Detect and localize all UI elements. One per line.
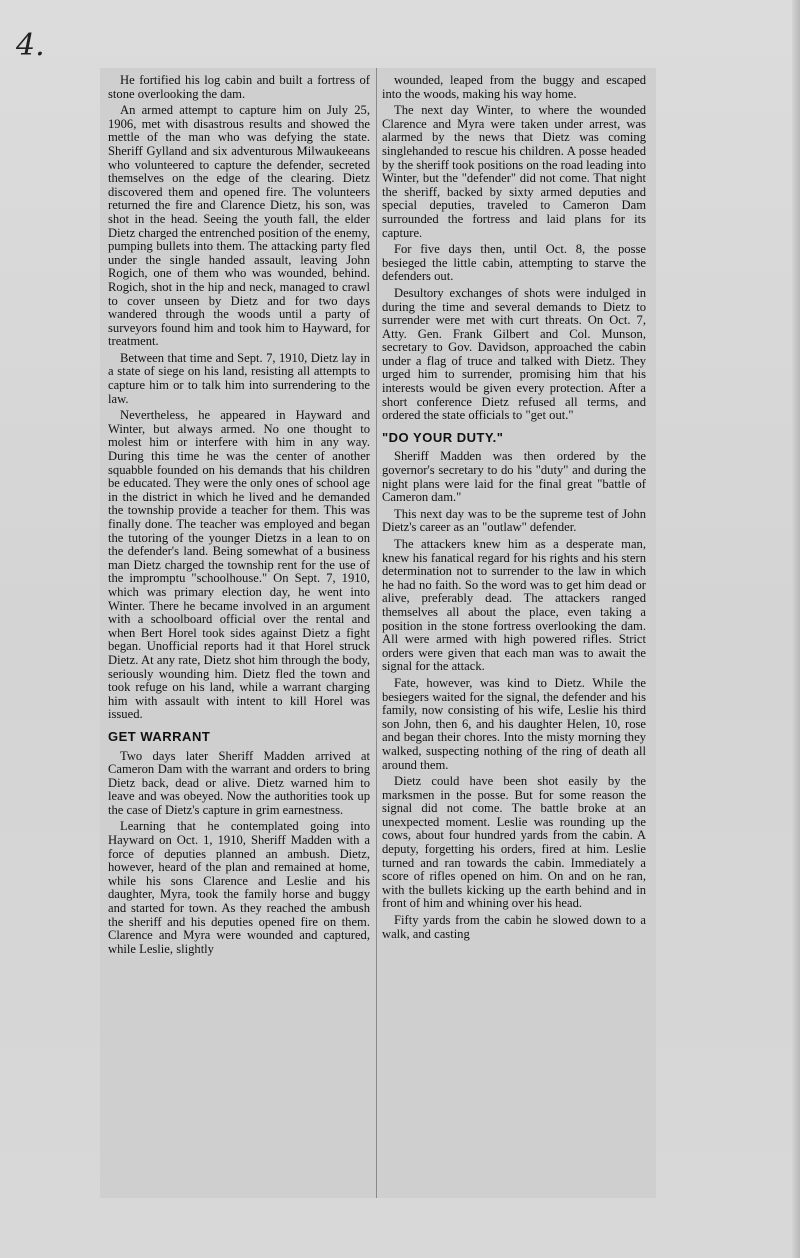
right-column — [382, 74, 646, 944]
paragraph: Two days later Sheriff Madden arrived at Cameron Dam with the warrant and orders to bring Dietz back, dead or alive. Dietz warned him to leave and was obeyed. Now the authorities took up the case of Dietz's capture in grim earnestness. — [108, 748, 370, 817]
page-edge-shadow — [792, 0, 800, 1258]
paragraph: Fifty yards from the cabin he slowed down to a walk, and casting — [382, 913, 646, 941]
paragraph: wounded, leaped from the buggy and escaped into the woods, making his way home. — [382, 73, 646, 101]
paragraph: The attackers knew him as a desperate man, knew his fanatical regard for his rights and his stern determination not to surrender to the law in which he had no faith. So the word was to get him dead or alive, preferably dead. The attackers ranged themselves all about the place, even taking a position in the stone fortress overlooking the dam. All were armed with high powered rifles. Strict orders were given that each man was to await the signal for the attack. — [382, 537, 646, 674]
paragraph: This next day was to be the supreme test of John Dietz's career as an "outlaw" defender. — [382, 506, 646, 535]
paragraph: Nevertheless, he appeared in Hayward and Winter, but always armed. No one thought to molest him or interfere with him in any way. During this time he was the center of another squabble founded on his demands that his children be educated. They were the only ones of school age in the district in which he lived and he demanded the township provide a teacher for them. This was finally done. The teacher was employed and began the tutoring of the younger Dietzs in a lean to on the defender's land. Being somewhat of a business man Dietz charged the township rent for the use of the impromptu "schoolhouse." On Sept. 7, 1910, which was primary election day, he went into Winter. There he became involved in an argument with a schoolboard official over the rental and when Bert Horel took sides against Dietz a fight began. Unofficial reports had it that Horel struck Dietz. At any rate, Dietz shot him through the body, seriously wounding him. Dietz fled the town and took refuge on his land, while a warrant charging him with assault with intent to kill Horel was issued. — [108, 408, 370, 722]
paragraph: Fate, however, was kind to Dietz. While the besiegers waited for the signal, the defender and his family, now consisting of his wife, Leslie his third son John, then 6, and his daughter Helen, 10, rose and began their chores. Into the misty morning they walked, suspecting nothing of the ring of death all around them. — [382, 675, 646, 772]
paragraph: The next day Winter, to where the wounded Clarence and Myra were taken under arrest, was alarmed by the news that Dietz was coming singlehanded to rescue his children. A posse headed by the sheriff took positions on the road leading into Winter, but the "defender" did not come. That night the sheriff, backed by sixty armed deputies and special deputies, traveled to Cameron Dam surrounded the fortress and laid plans for its capture. — [382, 103, 646, 240]
paragraph: Between that time and Sept. 7, 1910, Dietz lay in a state of siege on his land, resisting all attempts to capture him or to talk him into surrendering to the law. — [108, 350, 370, 406]
page-number: 4. — [16, 28, 45, 63]
column-divider — [376, 68, 377, 1198]
paragraph: An armed attempt to capture him on July 25, 1906, met with disastrous results and showed the mettle of the man who was defying the state. Sheriff Gylland and six adventurous Milwaukeeans who volunteered to capture the defender, secreted themselves on the edge of the clearing. Dietz discovered them and opened fire. The volunteers returned the fire and Clarence Dietz, his son, was shot in the head. Seeing the youth fall, the elder Dietz charged the entrenched position of the enemy, pumping bullets into them. The attacking party fled under the single handed assault, leaving John Rogich, one of them who was wounded, behind. Rogich, shot in the hip and neck, managed to crawl to cover unseen by Dietz and for two days wandered through the woods until a party of surveyors found him and took him to Hayward, for treatment. — [108, 103, 370, 349]
paragraph: Learning that he contemplated going into Hayward on Oct. 1, 1910, Sheriff Madden with a force of deputies planned an ambush. Dietz, however, heard of the plan and remained at home, while his sons Clarence and Leslie and his daughter, Myra, took the family horse and buggy and started for town. As they reached the ambush the sheriff and his deputies opened fire on them. Clarence and Myra were wounded and captured, while Leslie, slightly — [108, 819, 370, 956]
newspaper-clipping — [100, 68, 656, 1198]
paragraph: Sheriff Madden was then ordered by the governor's secretary to do his "duty" and during the night plans were laid for the final great "battle of Cameron dam." — [382, 449, 646, 505]
left-column — [108, 74, 370, 959]
paragraph: Desultory exchanges of shots were indulged in during the time and several demands to Dietz to surrender were met with curt threats. On Oct. 7, Atty. Gen. Frank Gilbert and Col. Munson, secretary to Gov. Davidson, approached the cabin under a flag of truce and talked with Dietz. They urged him to surrender, promising him that his interests would be given every protection. After a short conference Dietz refused all terms, and ordered the state officials to "get out." — [382, 285, 646, 423]
paragraph: He fortified his log cabin and built a fortress of stone overlooking the dam. — [108, 73, 370, 101]
section-heading: "DO YOUR DUTY." — [382, 429, 504, 445]
paragraph: For five days then, until Oct. 8, the posse besieged the little cabin, attempting to starve the defenders out. — [382, 242, 646, 284]
paragraph: Dietz could have been shot easily by the marksmen in the posse. But for some reason the signal did not come. The battle broke at an unexpected moment. Leslie was rounding up the cows, about four hundred yards from the cabin. A deputy, forgetting his orders, fired at him. Leslie turned and ran towards the cabin. Immediately a score of rifles opened on him. On and on he ran, with the bullets kicking up the earth behind and in front of him and whining over his head. — [382, 774, 646, 911]
section-heading: GET WARRANT — [108, 728, 211, 744]
